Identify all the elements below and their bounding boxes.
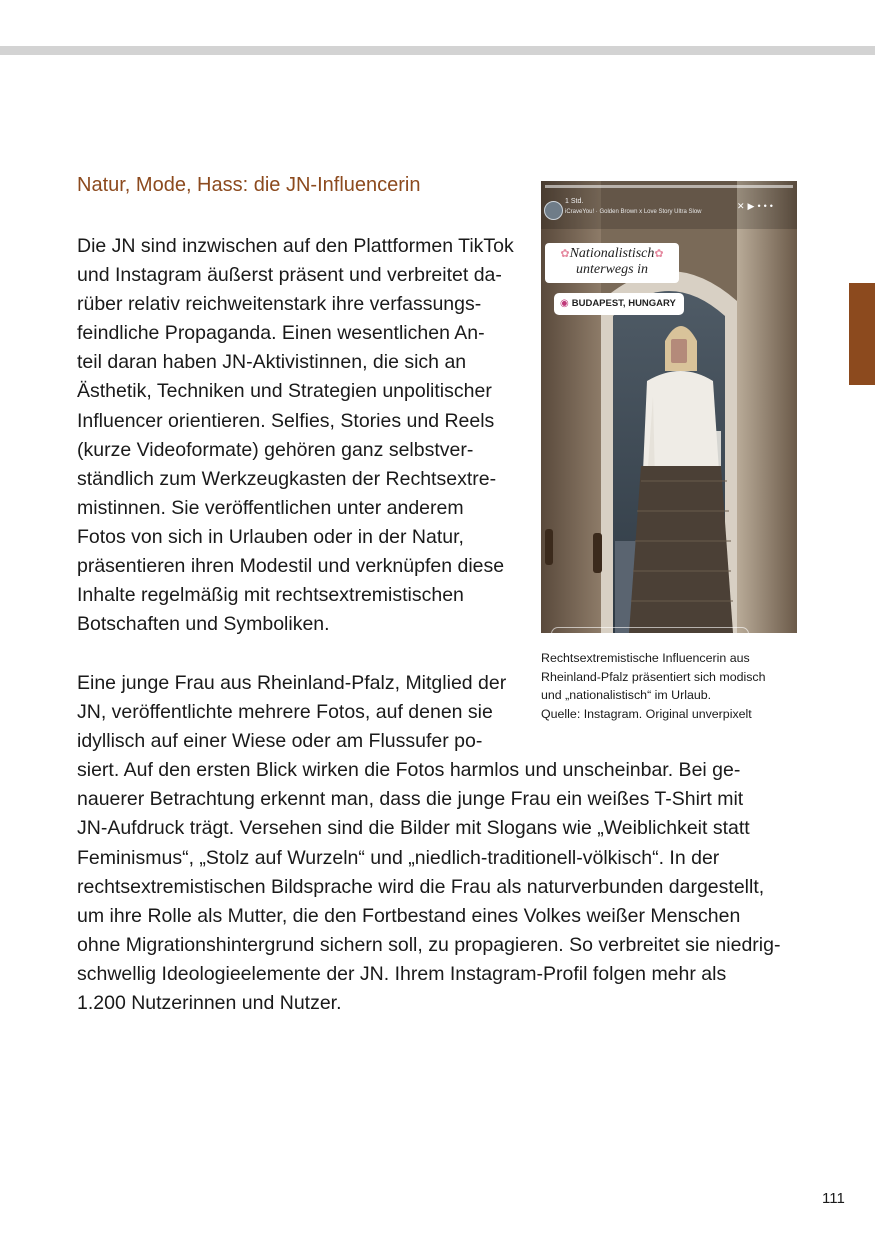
paragraph-line: Eine junge Frau aus Rheinland-Pfalz, Mitglied der (77, 672, 507, 694)
paragraph-line: rüber relativ reichweitenstark ihre verfassungs- (77, 293, 482, 316)
play-icon: ▶ (747, 201, 758, 211)
location-label: BUDAPEST, HUNGARY (571, 298, 676, 309)
paragraph-line: JN, veröffentlichte mehrere Fotos, auf denen sie (77, 701, 493, 724)
text-sticker (545, 243, 679, 283)
paragraph-line: ohne Migrationshintergrund sichern soll, zu propagieren. So verbreitet sie niedrig- (77, 933, 781, 956)
paragraph-line: präsentieren ihren Modestil und verknüpfen diese (77, 555, 505, 578)
story-controls (737, 201, 776, 212)
paragraph-line: um ihre Rolle als Mutter, die den Fortbestand eines Volkes weißer Menschen (77, 904, 741, 927)
caption-line: Rechtsextremistische Influencerin aus (541, 651, 750, 665)
paragraph-line: rechtsextremistischen Bildsprache wird die Frau als naturverbunden dargestellt, (77, 875, 765, 898)
story-music-label: iCraveYou! · Golden Brown x Love Story Ultra Slow (565, 209, 702, 215)
paragraph-line: Inhalte regelmäßig mit rechtsextremistischen (77, 584, 464, 607)
paragraph-line: 1.200 Nutzerinnen und Nutzer. (77, 992, 342, 1015)
story-reply-field (551, 627, 749, 633)
top-rule (0, 46, 875, 55)
paragraph-line: ständlich zum Werkzeugkasten der Rechtsextre- (77, 467, 497, 490)
location-sticker (554, 293, 684, 315)
page-number: 111 (822, 1190, 845, 1207)
story-time: 1 Std. (565, 198, 584, 205)
paragraph-1 (77, 232, 517, 639)
instagram-story-photo (541, 181, 797, 633)
photo-caption (541, 649, 791, 723)
avatar (544, 201, 563, 220)
paragraph-line: Die JN sind inzwischen auf den Plattformen TikTok (77, 235, 514, 257)
paragraph-line: Ästhetik, Techniken und Strategien unpolitischer (77, 380, 492, 403)
sticker-line-2: unterwegs in (576, 262, 648, 277)
paragraph-line: feindliche Propaganda. Einen wesentlichen An- (77, 322, 485, 345)
sticker-line-1: Nationalistisch (569, 246, 655, 261)
paragraph-line: Feminismus“, „Stolz auf Wurzeln“ und „niedlich-traditionell-völkisch“. In der (77, 846, 720, 869)
more-icon: ••• (757, 201, 776, 211)
section-heading: Natur, Mode, Hass: die JN-Influencerin (77, 174, 421, 196)
paragraph-line: (kurze Videoformate) gehören ganz selbstver- (77, 438, 474, 461)
mute-icon: ✕ (737, 201, 748, 211)
paragraph-line: und Instagram äußerst präsent und verbreitet da- (77, 264, 502, 287)
paragraph-line: teil daran haben JN-Aktivistinnen, die sich an (77, 351, 467, 374)
location-pin-icon: ◉ (560, 298, 569, 309)
paragraph-line: Influencer orientieren. Selfies, Stories und Reels (77, 409, 495, 432)
paragraph-line: mistinnen. Sie veröffentlichen unter anderem (77, 496, 464, 519)
paragraph-line: nauerer Betrachtung erkennt man, dass die junge Frau ein weißes T-Shirt mit (77, 788, 744, 811)
paragraph-line: siert. Auf den ersten Blick wirken die Fotos harmlos und unscheinbar. Bei ge- (77, 759, 741, 782)
caption-line: und „nationalistisch“ im Urlaub. (541, 688, 712, 702)
paragraph-line: Botschaften und Symboliken. (77, 613, 330, 636)
paragraph-line: schwellig Ideologieelemente der JN. Ihrem Instagram-Profil folgen mehr als (77, 962, 727, 985)
paragraph-line: idyllisch auf einer Wiese oder am Flussufer po- (77, 730, 483, 753)
story-progress-bar (545, 185, 793, 188)
caption-line: Rheinland-Pfalz präsentiert sich modisch (541, 669, 766, 684)
caption-line: Quelle: Instagram. Original unverpixelt (541, 706, 752, 721)
paragraph-line: JN-Aufdruck trägt. Versehen sind die Bilder mit Slogans wie „Weiblichkeit statt (77, 817, 750, 840)
flower-icon: ✿ (560, 248, 570, 260)
chapter-tab-marker (849, 283, 875, 385)
paragraph-line: Fotos von sich in Urlauben oder in der Natur, (77, 525, 464, 548)
flower-icon: ✿ (654, 248, 664, 260)
